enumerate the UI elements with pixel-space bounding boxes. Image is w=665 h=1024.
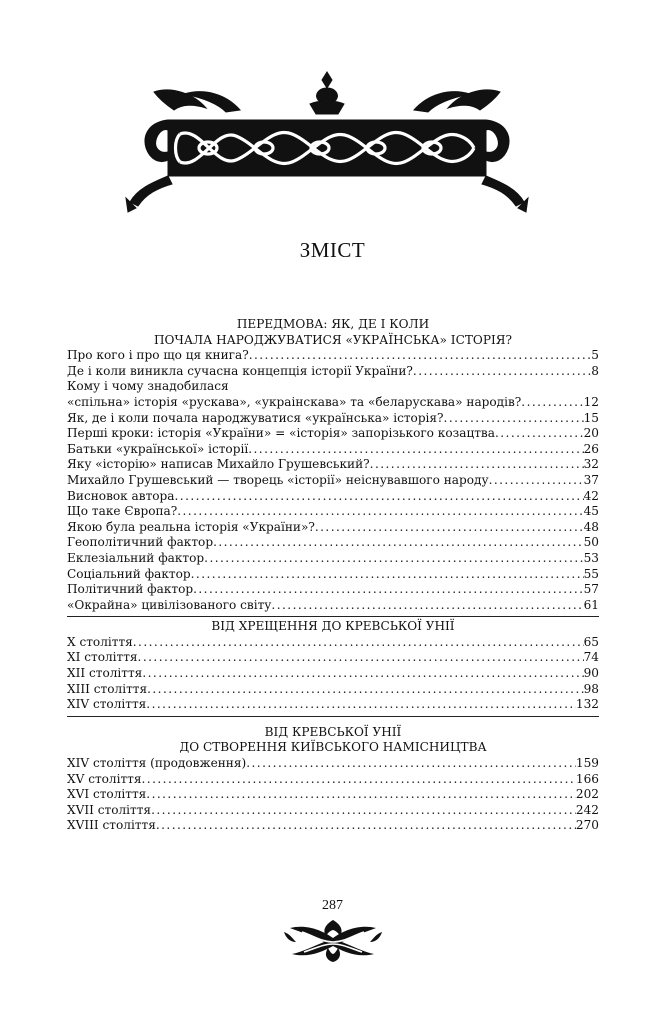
- section-heading: [67, 725, 599, 756]
- toc-entry[interactable]: [67, 567, 599, 583]
- toc-entry[interactable]: [67, 411, 599, 427]
- section-heading: [67, 317, 599, 348]
- toc-entry-title: Батьки «української» історії: [67, 441, 249, 456]
- toc-entry-page: 57: [583, 582, 599, 597]
- toc-entry-title: Що таке Європа?: [67, 504, 178, 519]
- dot-leader: [204, 551, 583, 567]
- dot-leader: [177, 504, 583, 520]
- dot-leader: [271, 598, 583, 614]
- page-title: ЗМІСТ: [299, 238, 366, 262]
- dot-leader: [142, 772, 576, 788]
- toc-entry-page: 61: [583, 597, 599, 612]
- dot-leader: [249, 348, 592, 364]
- toc-entry-title: XVII століття: [67, 802, 152, 817]
- toc-entry[interactable]: [67, 520, 599, 536]
- table-of-contents: [67, 317, 599, 834]
- dot-leader: [147, 682, 584, 698]
- toc-entry-page: 32: [583, 457, 599, 472]
- section-heading: [67, 619, 599, 635]
- toc-entry-page: 12: [583, 394, 599, 409]
- toc-entry-page: 8: [591, 363, 599, 378]
- toc-entry-page: 50: [583, 535, 599, 550]
- toc-entry-page: 45: [583, 504, 599, 519]
- toc-entry[interactable]: [67, 682, 599, 698]
- toc-entry-page: 74: [583, 650, 599, 665]
- dot-leader: [444, 411, 584, 427]
- toc-entry-page: 132: [575, 697, 599, 712]
- section-heading-line: ПОЧАЛА НАРОДЖУВАТИСЯ «УКРАЇНСЬКА» ІСТОРІЯ?: [154, 332, 512, 347]
- toc-entry[interactable]: [67, 395, 599, 411]
- toc-entry[interactable]: [67, 803, 599, 819]
- toc-entry[interactable]: [67, 666, 599, 682]
- toc-entry-title: Якою була реальна історія «України»?: [67, 519, 315, 534]
- dot-leader: [213, 535, 584, 551]
- toc-entry[interactable]: [67, 818, 599, 834]
- toc-entry[interactable]: [67, 598, 599, 614]
- section-heading-line: ВІД ХРЕЩЕННЯ ДО КРЕВСЬКОЇ УНІЇ: [211, 619, 455, 634]
- toc-entry-title: Перші кроки: історія «України» = «історія» запорізького козацтва: [67, 426, 495, 441]
- toc-entry-title: Політичний фактор: [67, 582, 194, 597]
- toc-entry-page: 20: [583, 426, 599, 441]
- toc-entry-title: XIV століття (продовження): [67, 756, 247, 771]
- celtic-knot-headpiece-ornament: [124, 64, 530, 214]
- section-heading-line: ДО СТВОРЕННЯ КИЇВСЬКОГО НАМІСНИЦТВА: [179, 740, 487, 755]
- toc-entry-title: X століття: [67, 634, 133, 649]
- toc-entry[interactable]: [67, 457, 599, 473]
- dot-leader: [315, 520, 584, 536]
- toc-entry[interactable]: [67, 756, 599, 772]
- toc-entry-title: Соціальний фактор: [67, 566, 191, 581]
- toc-entry-title: Геополітичний фактор: [67, 535, 214, 550]
- toc-entry-page: 159: [575, 756, 599, 771]
- toc-entry-title: Еклезіальний фактор: [67, 550, 205, 565]
- toc-entry-title: XV століття: [67, 771, 142, 786]
- toc-entry-title: XVI століття: [67, 787, 147, 802]
- toc-entry-page: 48: [583, 519, 599, 534]
- section-divider: [67, 716, 599, 717]
- toc-entry-title: Висновок автора: [67, 488, 175, 503]
- toc-entry-page: 53: [583, 550, 599, 565]
- toc-entry-page: 90: [583, 666, 599, 681]
- toc-entry[interactable]: [67, 697, 599, 713]
- toc-entry-page: 37: [583, 472, 599, 487]
- dot-leader: [146, 697, 576, 713]
- dot-leader: [146, 787, 576, 803]
- dot-leader: [191, 567, 584, 583]
- toc-entry[interactable]: [67, 379, 599, 395]
- dot-leader: [193, 582, 584, 598]
- toc-entry[interactable]: [67, 348, 599, 364]
- toc-entry[interactable]: [67, 489, 599, 505]
- dot-leader: [151, 803, 576, 819]
- toc-entry-title: Яку «історію» написав Михайло Грушевський?: [67, 457, 370, 472]
- toc-entry-title: «Окрайна» цивілізованого світу: [67, 597, 272, 612]
- toc-entry[interactable]: [67, 426, 599, 442]
- toc-entry-page: 26: [583, 441, 599, 456]
- dot-leader: [413, 364, 591, 380]
- toc-entry-title: Кому і чому знадобилася: [67, 379, 229, 394]
- toc-entry-page: 166: [575, 771, 599, 786]
- toc-entry-title: XI століття: [67, 650, 138, 665]
- dot-leader: [489, 473, 584, 489]
- toc-entry[interactable]: [67, 364, 599, 380]
- toc-entry[interactable]: [67, 551, 599, 567]
- toc-entry-title: Де і коли виникла сучасна концепція історії України?: [67, 363, 413, 378]
- dot-leader: [133, 635, 584, 651]
- toc-entry-page: 5: [591, 348, 599, 363]
- toc-entry[interactable]: [67, 787, 599, 803]
- toc-entry-page: 270: [575, 818, 599, 833]
- toc-entry[interactable]: [67, 650, 599, 666]
- toc-entry-title: XII століття: [67, 666, 143, 681]
- toc-entry-title: XVIII століття: [67, 818, 156, 833]
- toc-entry-page: 65: [583, 634, 599, 649]
- toc-entry-page: 42: [583, 488, 599, 503]
- toc-entry[interactable]: [67, 442, 599, 458]
- dot-leader: [175, 489, 584, 505]
- toc-entry-title: Як, де і коли почала народжуватися «українська» історія?: [67, 410, 444, 425]
- toc-entry-page: 242: [575, 802, 599, 817]
- toc-entry-title: Михайло Грушевський — творець «історії» неіснувавшого народу: [67, 472, 489, 487]
- toc-entry[interactable]: [67, 535, 599, 551]
- dot-leader: [521, 395, 583, 411]
- toc-entry[interactable]: [67, 582, 599, 598]
- dot-leader: [142, 666, 583, 682]
- dot-leader: [246, 756, 576, 772]
- toc-entry[interactable]: [67, 772, 599, 788]
- toc-entry-page: 55: [583, 566, 599, 581]
- dot-leader: [370, 457, 584, 473]
- toc-entry-title: «спільна» історія «рускава», «украінскава» та «беларускава» народів?: [67, 394, 522, 409]
- dot-leader: [138, 650, 584, 666]
- section-heading-line: ВІД КРЕВСЬКОЇ УНІЇ: [264, 724, 402, 739]
- section-divider: [67, 616, 599, 617]
- toc-entry-title: XIV століття: [67, 697, 147, 712]
- toc-entry[interactable]: [67, 504, 599, 520]
- toc-entry[interactable]: [67, 473, 599, 489]
- toc-entry-page: 98: [583, 681, 599, 696]
- toc-entry-page: 202: [575, 787, 599, 802]
- toc-entry[interactable]: [67, 635, 599, 651]
- toc-entry-title: Про кого і про що ця книга?: [67, 348, 249, 363]
- toc-entry-page: 15: [583, 410, 599, 425]
- dot-leader: [495, 426, 584, 442]
- dot-leader: [156, 818, 576, 834]
- tailpiece-ornament: [282, 918, 384, 962]
- dot-leader: [248, 442, 583, 458]
- page-number: 287: [322, 898, 343, 913]
- toc-entry-title: XIII століття: [67, 681, 148, 696]
- section-heading-line: ПЕРЕДМОВА: ЯК, ДЕ І КОЛИ: [236, 317, 430, 331]
